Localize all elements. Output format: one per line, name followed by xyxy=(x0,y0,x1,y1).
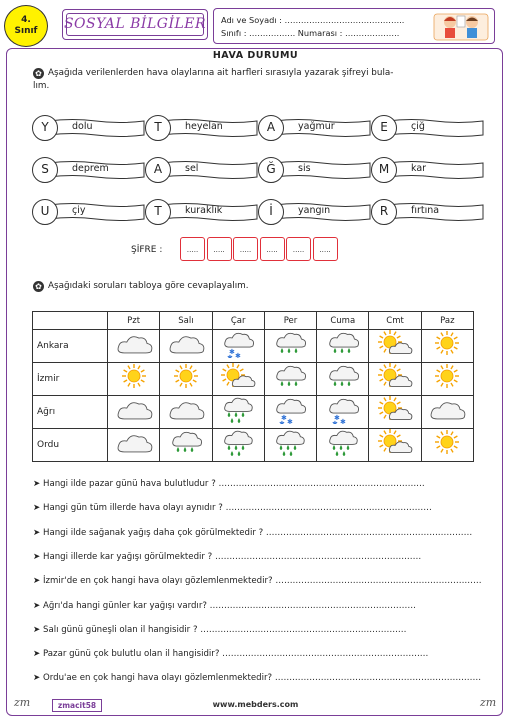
letter-card xyxy=(258,115,372,141)
question-text: İzmir'de en çok hangi hava olayı gözlemlenmektedir? xyxy=(43,576,273,587)
letter-circle: Ğ xyxy=(258,157,284,183)
rain-icon xyxy=(160,429,212,462)
grade-number: 4. xyxy=(21,15,31,25)
class-line[interactable]: Sınıfı : …………….. Numarası : ……………….. xyxy=(221,28,400,38)
wavy-banner xyxy=(272,160,372,180)
letter-circle: İ xyxy=(258,199,284,225)
question-text: Hangi ilde pazar günü hava bulutludur ? xyxy=(43,479,216,489)
partly-sunny-icon xyxy=(369,396,421,429)
heavy-rain-icon xyxy=(212,396,264,429)
weather-word: yangın xyxy=(298,205,331,216)
cloudy-icon xyxy=(108,396,160,429)
answer-line[interactable]: ……………………………………………………………… xyxy=(275,576,482,587)
arrow-bullet-icon: ➤ xyxy=(33,503,41,514)
letter-circle: S xyxy=(32,157,58,183)
snow-icon xyxy=(317,396,369,429)
question-text: Hangi ilde sağanak yağış daha çok görülmektedir ? xyxy=(43,527,264,538)
day-header: Paz xyxy=(421,312,473,330)
letter-card xyxy=(371,199,485,225)
weather-word: çiy xyxy=(72,205,86,216)
cloudy-icon xyxy=(108,429,160,462)
sunny-icon xyxy=(421,363,473,396)
rain-icon xyxy=(317,330,369,363)
arrow-bullet-icon: ➤ xyxy=(33,673,41,684)
letter-circle: T xyxy=(145,115,171,141)
answer-line[interactable]: ……………………………………………………………… xyxy=(225,503,432,514)
question-item xyxy=(33,625,407,635)
svg-text:✱: ✱ xyxy=(227,354,234,358)
signature-right: zm xyxy=(480,696,497,709)
wavy-banner xyxy=(385,118,485,138)
question-text: Ordu'ae en çok hangi hava olayı gözlemlenmektedir? xyxy=(43,673,273,684)
svg-text:✱: ✱ xyxy=(331,420,338,424)
flower-bullet-icon: ✿ xyxy=(33,281,44,292)
sifre-label: ŞİFRE : xyxy=(131,245,163,255)
name-line[interactable]: Adı ve Soyadı : …………………………………….. xyxy=(221,15,405,25)
letter-card xyxy=(145,115,259,141)
page-title: HAVA DURUMU xyxy=(212,50,299,61)
heavy-rain-icon xyxy=(264,429,316,462)
question-item xyxy=(33,503,432,513)
letter-circle: T xyxy=(145,199,171,225)
instruction-2 xyxy=(33,280,493,293)
wavy-banner xyxy=(46,118,146,138)
instruction-1-text: Aşağıda verilenlerden hava olaylarına ait harfleri sırasıyla yazarak şifreyi bula- xyxy=(48,68,394,78)
snow-icon xyxy=(264,396,316,429)
sunny-icon xyxy=(108,363,160,396)
rain-icon xyxy=(264,330,316,363)
letter-circle: A xyxy=(258,115,284,141)
arrow-bullet-icon: ➤ xyxy=(33,479,41,489)
heavy-rain-icon xyxy=(317,429,369,462)
kids-illustration-icon xyxy=(432,10,490,42)
svg-text:✱: ✱ xyxy=(333,414,340,422)
day-header: Per xyxy=(264,312,316,330)
weather-word: fırtına xyxy=(411,205,440,216)
answer-line[interactable]: ……………………………………………………………… xyxy=(218,479,425,489)
day-header: Cmt xyxy=(369,312,421,330)
question-item xyxy=(33,576,482,586)
sifre-box[interactable]: ….. xyxy=(313,237,338,261)
weather-word: deprem xyxy=(72,163,109,174)
question-text: Hangi illerde kar yağışı görülmektedir ? xyxy=(43,551,213,562)
weather-word: heyelan xyxy=(185,121,223,132)
letter-card xyxy=(371,157,485,183)
city-name: Ağrı xyxy=(33,396,108,429)
letter-card xyxy=(145,199,259,225)
table-row xyxy=(33,396,474,429)
rain-icon xyxy=(317,363,369,396)
table-row xyxy=(33,429,474,462)
author-badge: zmacit58 xyxy=(52,699,102,712)
grade-badge xyxy=(4,5,48,47)
arrow-bullet-icon: ➤ xyxy=(33,624,41,635)
sifre-box[interactable]: ….. xyxy=(286,237,311,261)
answer-line[interactable]: ……………………………………………………………… xyxy=(214,551,422,562)
arrow-bullet-icon: ➤ xyxy=(33,527,41,538)
instruction-1 xyxy=(33,67,493,93)
question-text: Salı günü güneşli olan il hangisidir ? xyxy=(43,624,198,635)
letter-card xyxy=(145,157,259,183)
sifre-box[interactable]: ….. xyxy=(233,237,258,261)
weather-word: dolu xyxy=(72,121,93,132)
flower-bullet-icon: ✿ xyxy=(33,68,44,79)
question-item xyxy=(33,601,416,611)
sifre-box[interactable]: ….. xyxy=(207,237,232,261)
answer-line[interactable]: ……………………………………………………………… xyxy=(200,624,407,635)
day-header: Cuma xyxy=(317,312,369,330)
letter-card xyxy=(258,157,372,183)
svg-text:✱: ✱ xyxy=(287,418,294,424)
grade-label: Sınıf xyxy=(14,26,38,36)
question-text: Ağrı'da hangi günler kar yağışı vardır? xyxy=(43,600,207,611)
letter-circle: R xyxy=(371,199,397,225)
question-item xyxy=(33,479,425,489)
letter-circle: E xyxy=(371,115,397,141)
letter-card xyxy=(32,199,146,225)
city-name: Ankara xyxy=(33,330,108,363)
site-url[interactable]: www.mebders.com xyxy=(212,700,299,709)
question-item xyxy=(33,552,421,562)
city-name: İzmir xyxy=(33,363,108,396)
partly-sunny-icon xyxy=(369,363,421,396)
table-row xyxy=(33,363,474,396)
city-name: Ordu xyxy=(33,429,108,462)
question-item xyxy=(33,528,472,538)
wavy-banner xyxy=(385,160,485,180)
arrow-bullet-icon: ➤ xyxy=(33,576,41,587)
weather-word: yağmur xyxy=(298,121,335,132)
question-item xyxy=(33,649,428,659)
letter-circle: U xyxy=(32,199,58,225)
arrow-bullet-icon: ➤ xyxy=(33,551,41,562)
letter-circle: M xyxy=(371,157,397,183)
weather-word: sis xyxy=(298,163,311,174)
weather-word: kar xyxy=(411,163,427,174)
letter-circle: A xyxy=(145,157,171,183)
svg-text:✱: ✱ xyxy=(339,418,346,424)
instruction-2-text: Aşağıdaki soruları tabloya göre cevaplayalım. xyxy=(48,281,249,291)
day-header: Çar xyxy=(212,312,264,330)
svg-text:✱: ✱ xyxy=(279,420,286,424)
weather-word: kuraklık xyxy=(185,205,223,216)
sunny-icon xyxy=(421,330,473,363)
partly-sunny-icon xyxy=(212,363,264,396)
weather-word: sel xyxy=(185,163,199,174)
letter-circle: Y xyxy=(32,115,58,141)
letter-card xyxy=(32,157,146,183)
svg-text:✱: ✱ xyxy=(281,414,288,422)
signature-left: zm xyxy=(14,696,31,709)
partly-sunny-icon xyxy=(369,330,421,363)
sifre-box[interactable]: ….. xyxy=(260,237,285,261)
rain-icon xyxy=(264,363,316,396)
cloudy-icon xyxy=(108,330,160,363)
heavy-rain-icon xyxy=(212,429,264,462)
answer-line[interactable]: ……………………………………………………………… xyxy=(265,527,473,538)
table-header-row xyxy=(33,312,474,330)
corner-cell xyxy=(33,312,108,330)
question-text: Hangi gün tüm illerde hava olayı aynıdır ? xyxy=(43,503,223,514)
wavy-banner xyxy=(159,160,259,180)
table-row xyxy=(33,330,474,363)
question-text: Pazar günü çok bulutlu olan il hangisidir? xyxy=(43,649,220,660)
weather-word: çiğ xyxy=(411,121,425,132)
arrow-bullet-icon: ➤ xyxy=(33,649,41,660)
subject-title: SOSYAL BİLGİLER xyxy=(62,9,208,40)
sunny-icon xyxy=(421,429,473,462)
cloudy-icon xyxy=(160,396,212,429)
day-header: Salı xyxy=(160,312,212,330)
svg-text:✱: ✱ xyxy=(235,352,242,358)
question-item xyxy=(33,673,481,683)
cloudy-icon xyxy=(160,330,212,363)
day-header: Pzt xyxy=(108,312,160,330)
sifre-box[interactable]: ….. xyxy=(180,237,205,261)
answer-line[interactable]: ……………………………………………………………… xyxy=(274,673,482,684)
weather-table xyxy=(32,311,474,462)
partly-sunny-icon xyxy=(369,429,421,462)
letter-card xyxy=(371,115,485,141)
snow-icon xyxy=(212,330,264,363)
answer-line[interactable]: ……………………………………………………………… xyxy=(222,649,429,660)
cloudy-icon xyxy=(421,396,473,429)
answer-line[interactable]: ……………………………………………………………… xyxy=(209,600,416,611)
instruction-1-text-cont: lım. xyxy=(33,81,50,91)
svg-text:✱: ✱ xyxy=(229,348,236,356)
wavy-banner xyxy=(46,202,146,222)
sunny-icon xyxy=(160,363,212,396)
letter-card xyxy=(258,199,372,225)
letter-card xyxy=(32,115,146,141)
arrow-bullet-icon: ➤ xyxy=(33,600,41,611)
